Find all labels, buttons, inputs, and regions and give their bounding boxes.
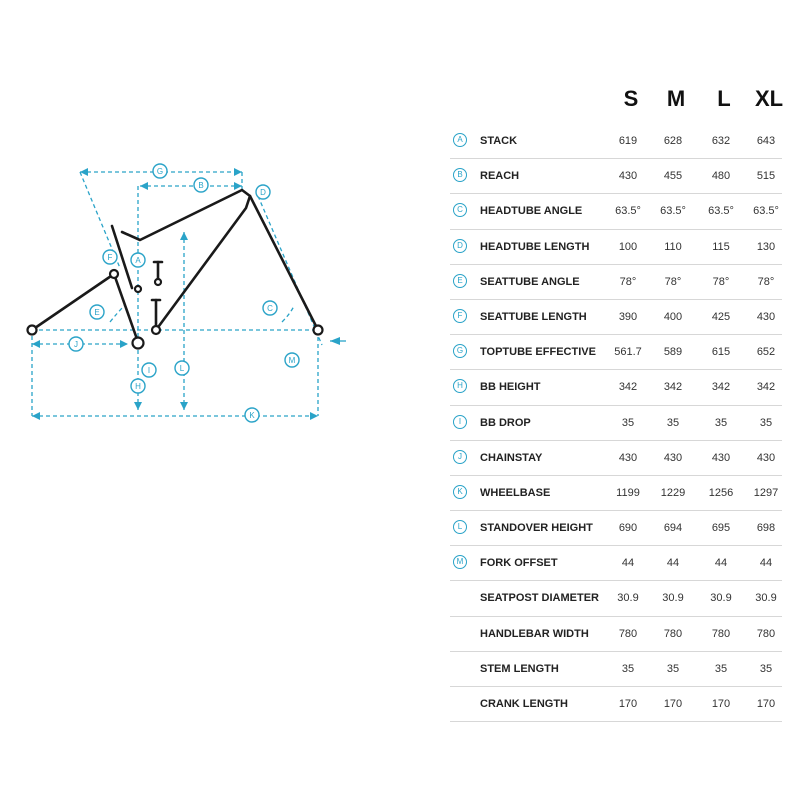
- value-cell: 35: [666, 662, 680, 675]
- letter-badge-icon: J: [453, 450, 467, 464]
- value-cell: 30.9: [662, 592, 684, 605]
- value-cell: 342: [618, 381, 638, 394]
- table-row: [450, 617, 782, 652]
- value-cell: 628: [663, 135, 683, 147]
- value-cell: 695: [711, 522, 731, 535]
- row-label: CHAINSTAY: [480, 451, 543, 464]
- row-label: TOPTUBE EFFECTIVE: [480, 346, 596, 359]
- value-cell: 561.7: [614, 346, 642, 359]
- diagram-letter-g: G: [156, 167, 164, 176]
- table-row: [450, 441, 782, 476]
- geometry-table: [450, 124, 782, 722]
- value-cell: 63.5°: [708, 205, 734, 218]
- value-cell: 170: [711, 698, 731, 710]
- table-row: [450, 265, 782, 300]
- letter-badge-icon: E: [453, 274, 467, 288]
- table-row: [450, 370, 782, 405]
- diagram-letter-f: F: [107, 253, 113, 262]
- letter-badge-icon: A: [453, 133, 467, 147]
- letter-badge-icon: H: [453, 379, 467, 393]
- value-cell: 342: [663, 381, 683, 394]
- letter-badge-icon: F: [453, 309, 467, 323]
- table-row: [450, 406, 782, 441]
- value-cell: 430: [618, 170, 638, 183]
- value-cell: 780: [618, 627, 638, 640]
- table-row: [450, 335, 782, 370]
- value-cell: 44: [714, 557, 728, 570]
- value-cell: 619: [618, 135, 638, 147]
- value-cell: 1229: [660, 486, 686, 499]
- value-cell: 115: [712, 240, 730, 253]
- letter-badge-icon: B: [453, 168, 467, 182]
- value-cell: 780: [711, 627, 731, 640]
- value-cell: 690: [618, 522, 638, 535]
- value-cell: 430: [618, 451, 638, 464]
- value-cell: 35: [714, 416, 728, 429]
- diagram-letter-c: C: [267, 304, 273, 313]
- diagram-letter-m: M: [288, 356, 296, 365]
- diagram-letter-a: A: [135, 256, 141, 265]
- value-cell: 30.9: [617, 592, 639, 605]
- value-cell: 589: [663, 346, 683, 359]
- letter-badge-icon: I: [453, 415, 467, 429]
- diagram-letter-k: K: [249, 411, 255, 420]
- value-cell: 63.5°: [753, 205, 779, 218]
- value-cell: 342: [711, 381, 731, 394]
- value-cell: 694: [663, 522, 683, 535]
- row-label: HEADTUBE LENGTH: [480, 240, 590, 253]
- value-cell: 110: [664, 240, 682, 253]
- value-cell: 35: [621, 416, 635, 429]
- value-cell: 44: [759, 557, 773, 570]
- value-cell: 342: [756, 381, 776, 394]
- value-cell: 170: [756, 698, 776, 710]
- value-cell: 44: [666, 557, 680, 570]
- value-cell: 615: [711, 346, 731, 359]
- value-cell: 35: [759, 662, 773, 675]
- value-cell: 30.9: [710, 592, 732, 605]
- value-cell: 780: [663, 627, 683, 640]
- row-label: STEM LENGTH: [480, 662, 559, 675]
- value-cell: 1199: [616, 486, 640, 499]
- value-cell: 430: [756, 451, 776, 464]
- row-label: BB DROP: [480, 416, 531, 429]
- table-row: [450, 546, 782, 581]
- letter-badge-icon: D: [453, 239, 467, 253]
- size-header-s: S: [623, 86, 639, 111]
- value-cell: 390: [618, 310, 638, 323]
- table-row: [450, 687, 782, 722]
- table-row: [450, 230, 782, 265]
- value-cell: 35: [759, 416, 773, 429]
- value-cell: 780: [756, 627, 776, 640]
- value-cell: 78°: [712, 275, 730, 288]
- value-cell: 78°: [757, 275, 775, 288]
- value-cell: 63.5°: [660, 205, 686, 218]
- value-cell: 78°: [619, 275, 637, 288]
- value-cell: 100: [618, 240, 638, 253]
- value-cell: 400: [663, 310, 683, 323]
- row-label: SEATTUBE LENGTH: [480, 310, 587, 323]
- value-cell: 63.5°: [615, 205, 641, 218]
- letter-badge-icon: K: [453, 485, 467, 499]
- table-row: [450, 581, 782, 616]
- value-cell: 430: [756, 310, 776, 323]
- diagram-letter-j: J: [74, 340, 78, 349]
- value-cell: 455: [663, 170, 683, 183]
- table-row: [450, 124, 782, 159]
- value-cell: 430: [711, 451, 731, 464]
- value-cell: 1297: [753, 486, 779, 499]
- table-row: [450, 194, 782, 229]
- value-cell: 170: [663, 698, 683, 710]
- row-label: CRANK LENGTH: [480, 698, 568, 710]
- value-cell: 698: [756, 522, 776, 535]
- value-cell: 632: [711, 135, 731, 147]
- letter-badge-icon: G: [453, 344, 467, 358]
- value-cell: 1256: [708, 486, 734, 499]
- table-row: [450, 300, 782, 335]
- table-row: [450, 476, 782, 511]
- table-row: [450, 159, 782, 194]
- letter-badge-icon: L: [453, 520, 467, 534]
- value-cell: 170: [618, 698, 638, 710]
- value-cell: 35: [621, 662, 635, 675]
- letter-badge-icon: C: [453, 203, 467, 217]
- row-label: SEATTUBE ANGLE: [480, 275, 580, 288]
- row-label: REACH: [480, 170, 520, 183]
- diagram-letter-d: D: [260, 188, 266, 197]
- diagram-letter-i: I: [147, 366, 151, 375]
- value-cell: 35: [714, 662, 728, 675]
- diagram-letter-l: L: [179, 364, 185, 373]
- diagram-letter-h: H: [135, 382, 141, 391]
- value-cell: 78°: [664, 275, 682, 288]
- row-label: STANDOVER HEIGHT: [480, 522, 593, 535]
- size-header-xl: XL: [754, 86, 784, 111]
- value-cell: 515: [756, 170, 776, 183]
- table-row: [450, 511, 782, 546]
- letter-badge-icon: M: [453, 555, 467, 569]
- value-cell: 643: [756, 135, 776, 147]
- diagram-letter-b: B: [198, 181, 204, 190]
- value-cell: 480: [711, 170, 731, 183]
- value-cell: 35: [666, 416, 680, 429]
- diagram-letter-e: E: [94, 308, 100, 317]
- row-label: BB HEIGHT: [480, 381, 541, 394]
- row-label: SEATPOST DIAMETER: [480, 592, 599, 605]
- row-label: STACK: [480, 135, 518, 147]
- table-row: [450, 652, 782, 687]
- size-header-l: L: [717, 86, 731, 111]
- row-label: FORK OFFSET: [480, 557, 558, 570]
- row-label: WHEELBASE: [480, 486, 551, 499]
- value-cell: 430: [663, 451, 683, 464]
- value-cell: 30.9: [755, 592, 777, 605]
- value-cell: 130: [756, 240, 776, 253]
- size-header-m: M: [666, 86, 686, 111]
- value-cell: 652: [756, 346, 776, 359]
- row-label: HANDLEBAR WIDTH: [480, 627, 589, 640]
- value-cell: 425: [711, 310, 731, 323]
- value-cell: 44: [621, 557, 635, 570]
- row-label: HEADTUBE ANGLE: [480, 205, 583, 218]
